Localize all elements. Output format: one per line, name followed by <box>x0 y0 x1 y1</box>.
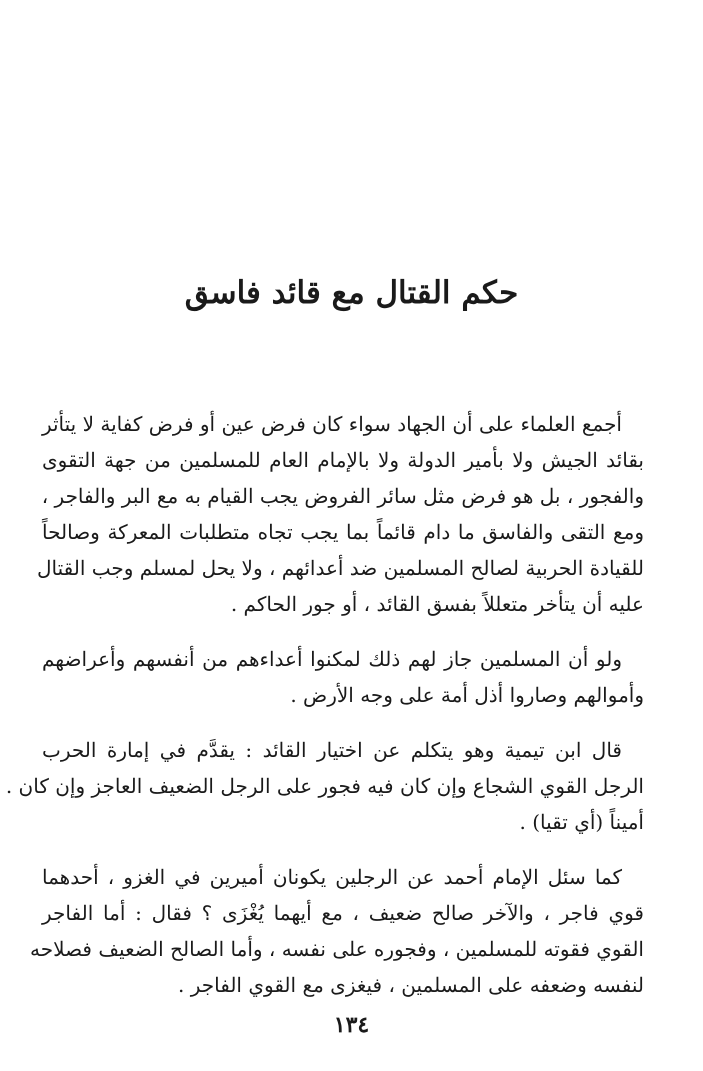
text-line: أميناً (أي تقيا) . <box>519 810 644 834</box>
text-line: ولو أن المسلمين جاز لهم ذلك لمكنوا أعداءهم من أنفسهم وأعراضهم <box>42 647 622 671</box>
text-line: قال ابن تيمية وهو يتكلم عن اختيار القائد : يقدَّم في إمارة الحرب <box>42 738 622 762</box>
text-line: قوي فاجر ، والآخر صالح ضعيف ، مع أيهما يُغْزَى ؟ فقال : أما الفاجر <box>42 901 644 925</box>
text-line: وأموالهم وصاروا أذل أمة على وجه الأرض . <box>290 683 644 707</box>
paragraph-3 <box>5 732 666 840</box>
body-text <box>5 406 666 1022</box>
text-line: أجمع العلماء على أن الجهاد سواء كان فرض عين أو فرض كفاية لا يتأثر <box>41 412 622 436</box>
text-line: القوي فقوته للمسلمين ، وفجوره على نفسه ، وأما الصالح الضعيف فصلاحه <box>30 937 644 961</box>
text-line: ومع التقى والفاسق ما دام قائماً بما يجب تجاه متطلبات المعركة وصالحاً <box>42 520 644 544</box>
paragraph-1 <box>36 406 666 622</box>
text-line: للقيادة الحربية لصالح المسلمين ضد أعدائهم ، ولا يحل لمسلم وجب القتال <box>36 556 644 580</box>
text-line: كما سئل الإمام أحمد عن الرجلين يكونان أميرين في الغزو ، أحدهما <box>42 865 622 889</box>
text-line: عليه أن يتأخر متعللاً بفسق القائد ، أو جور الحاكم . <box>230 592 644 616</box>
text-line: والفجور ، بل هو فرض مثل سائر الفروض يجب القيام به مع البر والفاجر ، <box>41 484 644 508</box>
chapter-title: حكم القتال مع قائد فاسق <box>184 275 519 311</box>
text-line: بقائد الجيش ولا بأمير الدولة ولا بالإمام العام للمسلمين من جهة التقوى <box>42 448 644 472</box>
text-line: لنفسه وضعفه على المسلمين ، فيغزى مع القوي الفاجر . <box>178 973 644 997</box>
page-number: ١٣٤ <box>333 1012 370 1038</box>
text-line: الرجل القوي الشجاع وإن كان فيه فجور على الرجل الضعيف العاجز وإن كان . <box>5 774 644 798</box>
paragraph-4 <box>30 859 666 1003</box>
paragraph-2 <box>42 641 666 713</box>
